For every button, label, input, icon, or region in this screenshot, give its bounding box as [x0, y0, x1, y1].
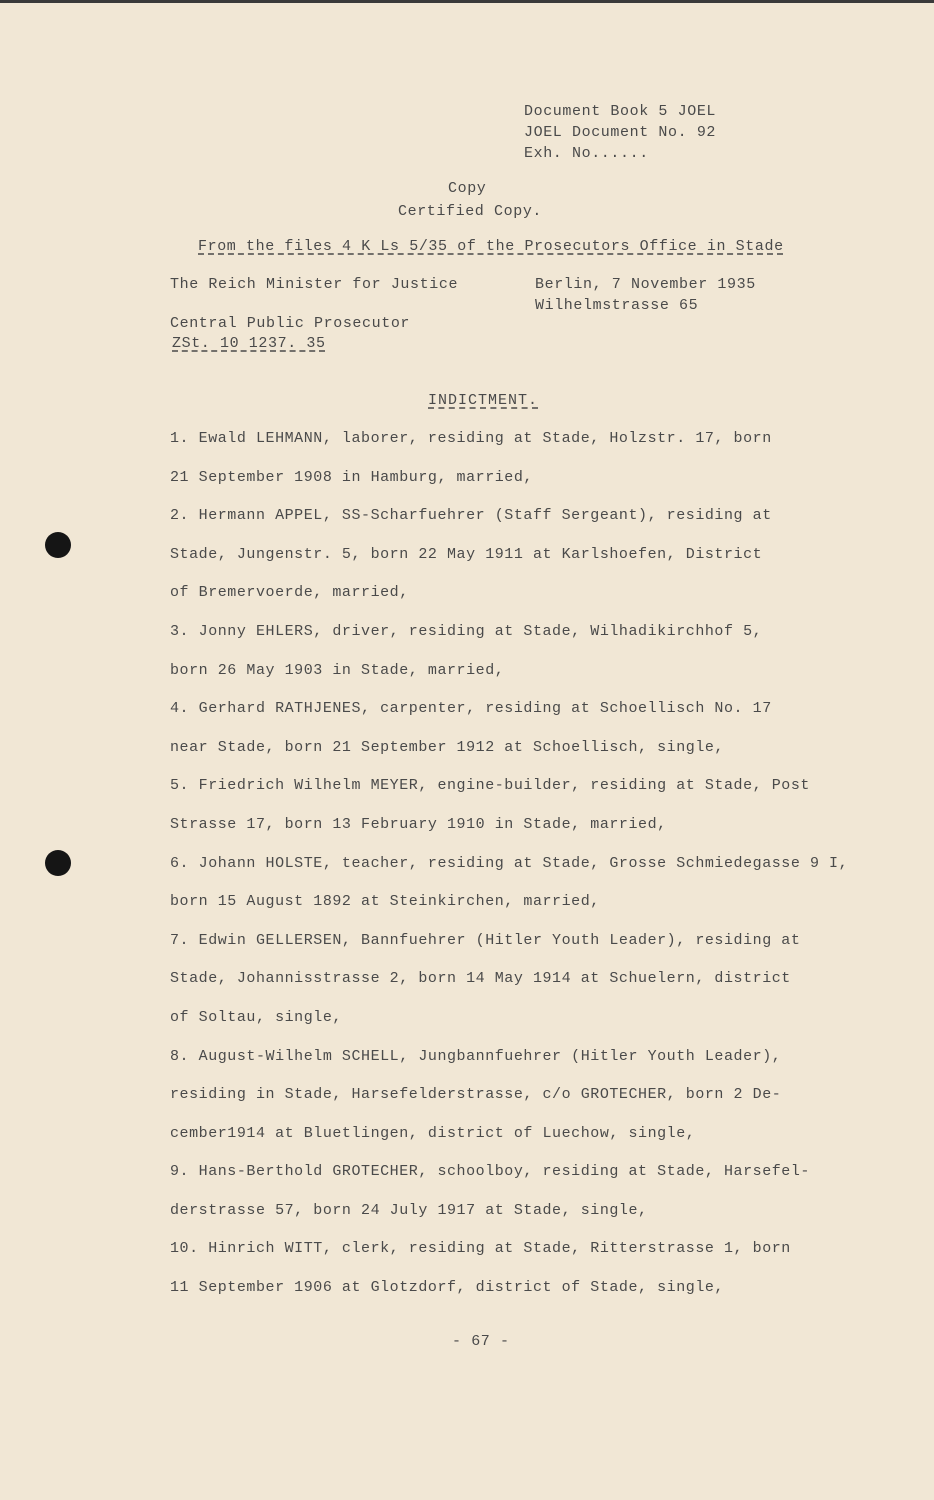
text-line: Stade, Jungenstr. 5, born 22 May 1911 at Karlshoefen, District — [170, 545, 763, 563]
exhibit-number-ref: Exh. No...... — [524, 145, 649, 162]
punch-hole — [45, 850, 71, 876]
text-line: residing in Stade, Harsefelderstrasse, c/o GROTECHER, born 2 De- — [170, 1086, 782, 1104]
defendants-list — [170, 430, 870, 1318]
text-line: 7. Edwin GELLERSEN, Bannfuehrer (Hitler Youth Leader), residing at — [170, 931, 801, 949]
street-address: Wilhelmstrasse 65 — [535, 297, 699, 314]
document-number-ref: JOEL Document No. 92 — [524, 124, 717, 141]
text-line: 4. Gerhard RATHJENES, carpenter, residing at Schoellisch No. 17 — [170, 700, 772, 718]
files-reference: From the files 4 K Ls 5/35 of the Prosecutors Office in Stade — [198, 238, 784, 255]
text-line: 3. Jonny EHLERS, driver, residing at Stade, Wilhadikirchhof 5, — [170, 622, 763, 640]
text-line: born 15 August 1892 at Steinkirchen, married, — [170, 893, 600, 911]
sender-office: Central Public Prosecutor — [170, 315, 411, 332]
sender-ministry: The Reich Minister for Justice — [170, 276, 459, 293]
text-line: 10. Hinrich WITT, clerk, residing at Stade, Ritterstrasse 1, born — [170, 1240, 791, 1258]
indictment-heading: INDICTMENT. — [428, 392, 539, 409]
place-date: Berlin, 7 November 1935 — [535, 276, 756, 293]
text-line: 5. Friedrich Wilhelm MEYER, engine-builder, residing at Stade, Post — [170, 777, 810, 795]
text-line: 21 September 1908 in Hamburg, married, — [170, 468, 533, 486]
text-line: 6. Johann HOLSTE, teacher, residing at Stade, Grosse Schmiedegasse 9 I, — [170, 854, 849, 872]
punch-hole — [45, 532, 71, 558]
text-line: 8. August-Wilhelm SCHELL, Jungbannfuehrer (Hitler Youth Leader), — [170, 1047, 782, 1065]
text-line: 2. Hermann APPEL, SS-Scharfuehrer (Staff Sergeant), residing at — [170, 507, 772, 525]
text-line: 9. Hans-Berthold GROTECHER, schoolboy, residing at Stade, Harsefel- — [170, 1163, 810, 1181]
text-line: of Soltau, single, — [170, 1008, 342, 1026]
text-line: cember1914 at Bluetlingen, district of Luechow, single, — [170, 1124, 696, 1142]
copy-label: Copy — [448, 180, 487, 197]
text-line: 1. Ewald LEHMANN, laborer, residing at Stade, Holzstr. 17, born — [170, 430, 772, 447]
file-number: ZSt. 10 1237. 35 — [172, 335, 326, 352]
scan-top-edge — [0, 0, 934, 3]
text-line: Strasse 17, born 13 February 1910 in Stade, married, — [170, 815, 667, 833]
text-line: derstrasse 57, born 24 July 1917 at Stade, single, — [170, 1201, 648, 1219]
page-number: - 67 - — [452, 1333, 510, 1350]
text-line: near Stade, born 21 September 1912 at Schoellisch, single, — [170, 738, 724, 756]
text-line: of Bremervoerde, married, — [170, 584, 409, 602]
document-book-ref: Document Book 5 JOEL — [524, 103, 717, 120]
text-line: born 26 May 1903 in Stade, married, — [170, 661, 505, 679]
text-line: 11 September 1906 at Glotzdorf, district of Stade, single, — [170, 1279, 724, 1297]
certified-copy-label: Certified Copy. — [398, 203, 543, 220]
text-line: Stade, Johannisstrasse 2, born 14 May 1914 at Schuelern, district — [170, 970, 791, 988]
